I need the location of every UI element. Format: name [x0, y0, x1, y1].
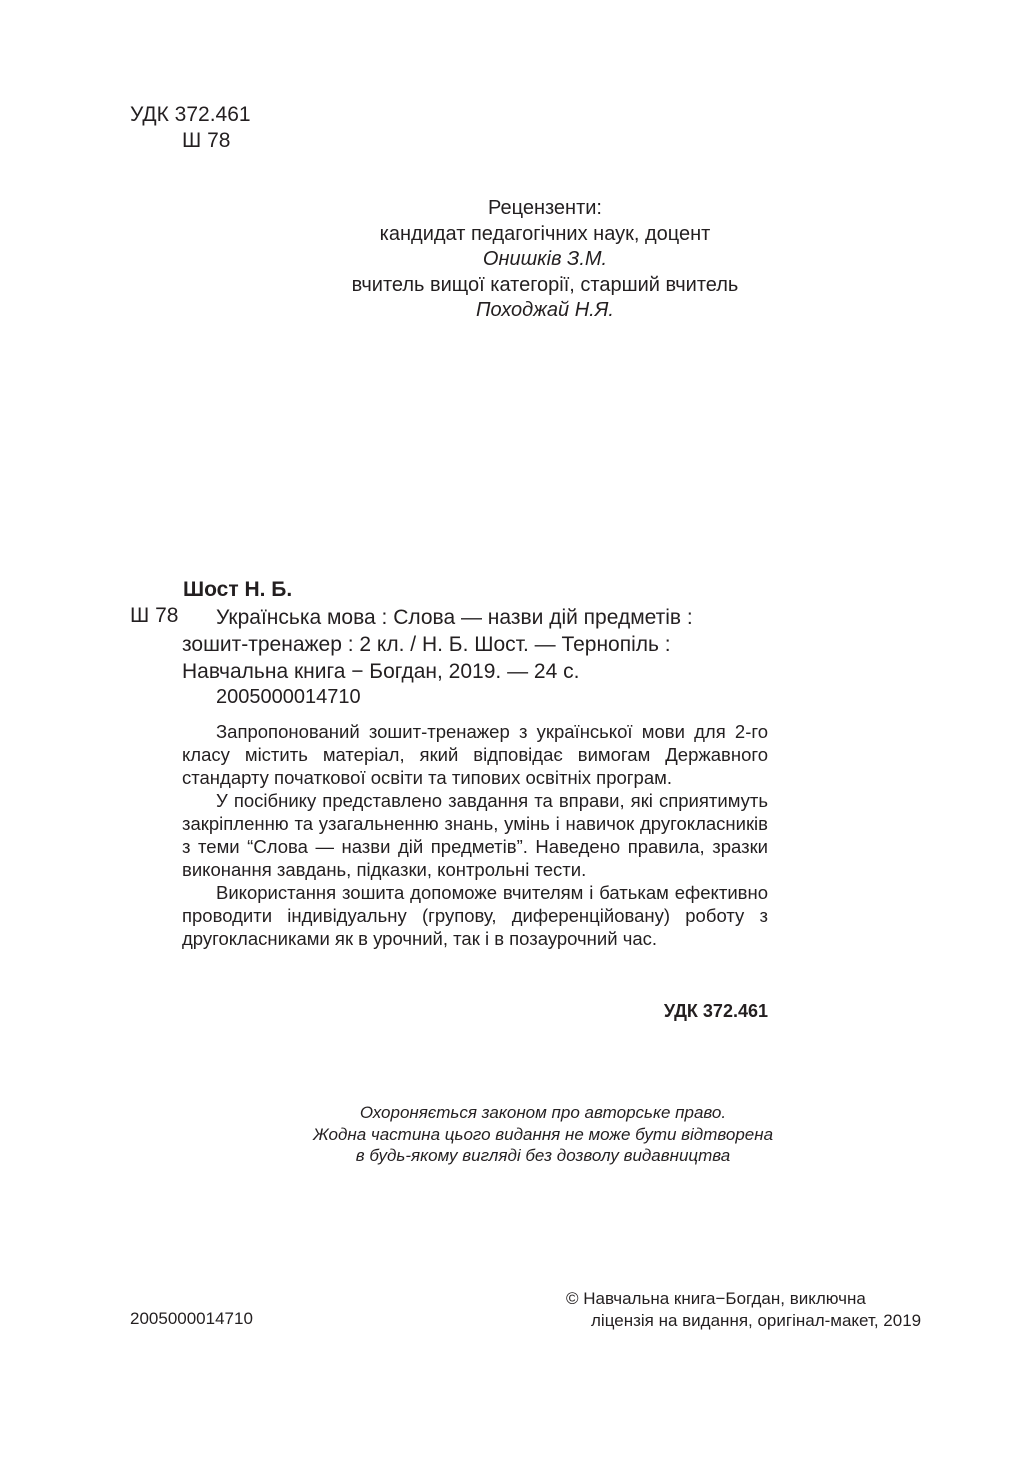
publisher-line: ліцензія на видання, оригінал-макет, 2019 [591, 1311, 922, 1330]
reviewer-name: Онишків З.М. [482, 248, 608, 270]
reviewer-line: вчитель вищої категорії, старший вчитель [351, 273, 739, 296]
reviewer-line: кандидат педагогічних наук, доцент [379, 222, 711, 245]
reviewers-heading: Рецензенти: [488, 197, 602, 219]
catalog-isbn: 2005000014710 [216, 686, 361, 708]
classification-code: Ш 78 [182, 129, 231, 152]
copyright-line: Жодна частина цього видання не може бути відтворена [312, 1124, 774, 1144]
publisher-credit [566, 1288, 921, 1332]
biblio-line: Українська мова : Слова — назви дій предметів : [216, 606, 693, 629]
udc-code: УДК 372.461 [130, 103, 251, 126]
abstract-paragraph: Запропонований зошит-тренажер з української мови для 2-го класу містить матеріал, який відповідає вимогам Державного стандарту початкової освіти та типових освітніх програм. [182, 721, 768, 788]
copyright-line: Охороняється законом про авторське право. [359, 1103, 727, 1122]
biblio-line: зошит-тренажер : 2 кл. / Н. Б. Шост. — Тернопіль : [182, 633, 671, 656]
reviewers-block [260, 196, 830, 324]
reviewer-name: Походжай Н.Я. [476, 299, 614, 321]
footer-isbn: 2005000014710 [130, 1309, 253, 1328]
abstract-paragraph: У посібнику представлено завдання та вправи, які сприятимуть закріпленню та узагальненню знань, умінь і навичок другокласників з теми “Слова — назви дій предметів”. Наведено правила, зразки виконання завдань, підказки, контрольні тести. [182, 790, 768, 880]
udc-footer-code: УДК 372.461 [663, 1001, 768, 1021]
bibliographic-description [182, 604, 768, 685]
copyright-line: в будь-якому вигляді без дозволу видавництва [355, 1146, 731, 1165]
biblio-line: Навчальна книга − Богдан, 2019. — 24 с. [182, 660, 580, 683]
udc-header [130, 102, 251, 154]
catalog-author: Шост Н. Б. [183, 578, 293, 601]
publisher-line: © Навчальна книга−Богдан, виключна [566, 1289, 866, 1308]
abstract [182, 720, 768, 950]
abstract-paragraph: Використання зошита допоможе вчителям і батькам ефективно проводити індивідуальну (групову, диференційовану) роботу з другокласниками як в урочний, так і в позаурочний час. [182, 882, 768, 949]
catalog-code: Ш 78 [130, 604, 179, 627]
copyright-notice [270, 1102, 816, 1167]
